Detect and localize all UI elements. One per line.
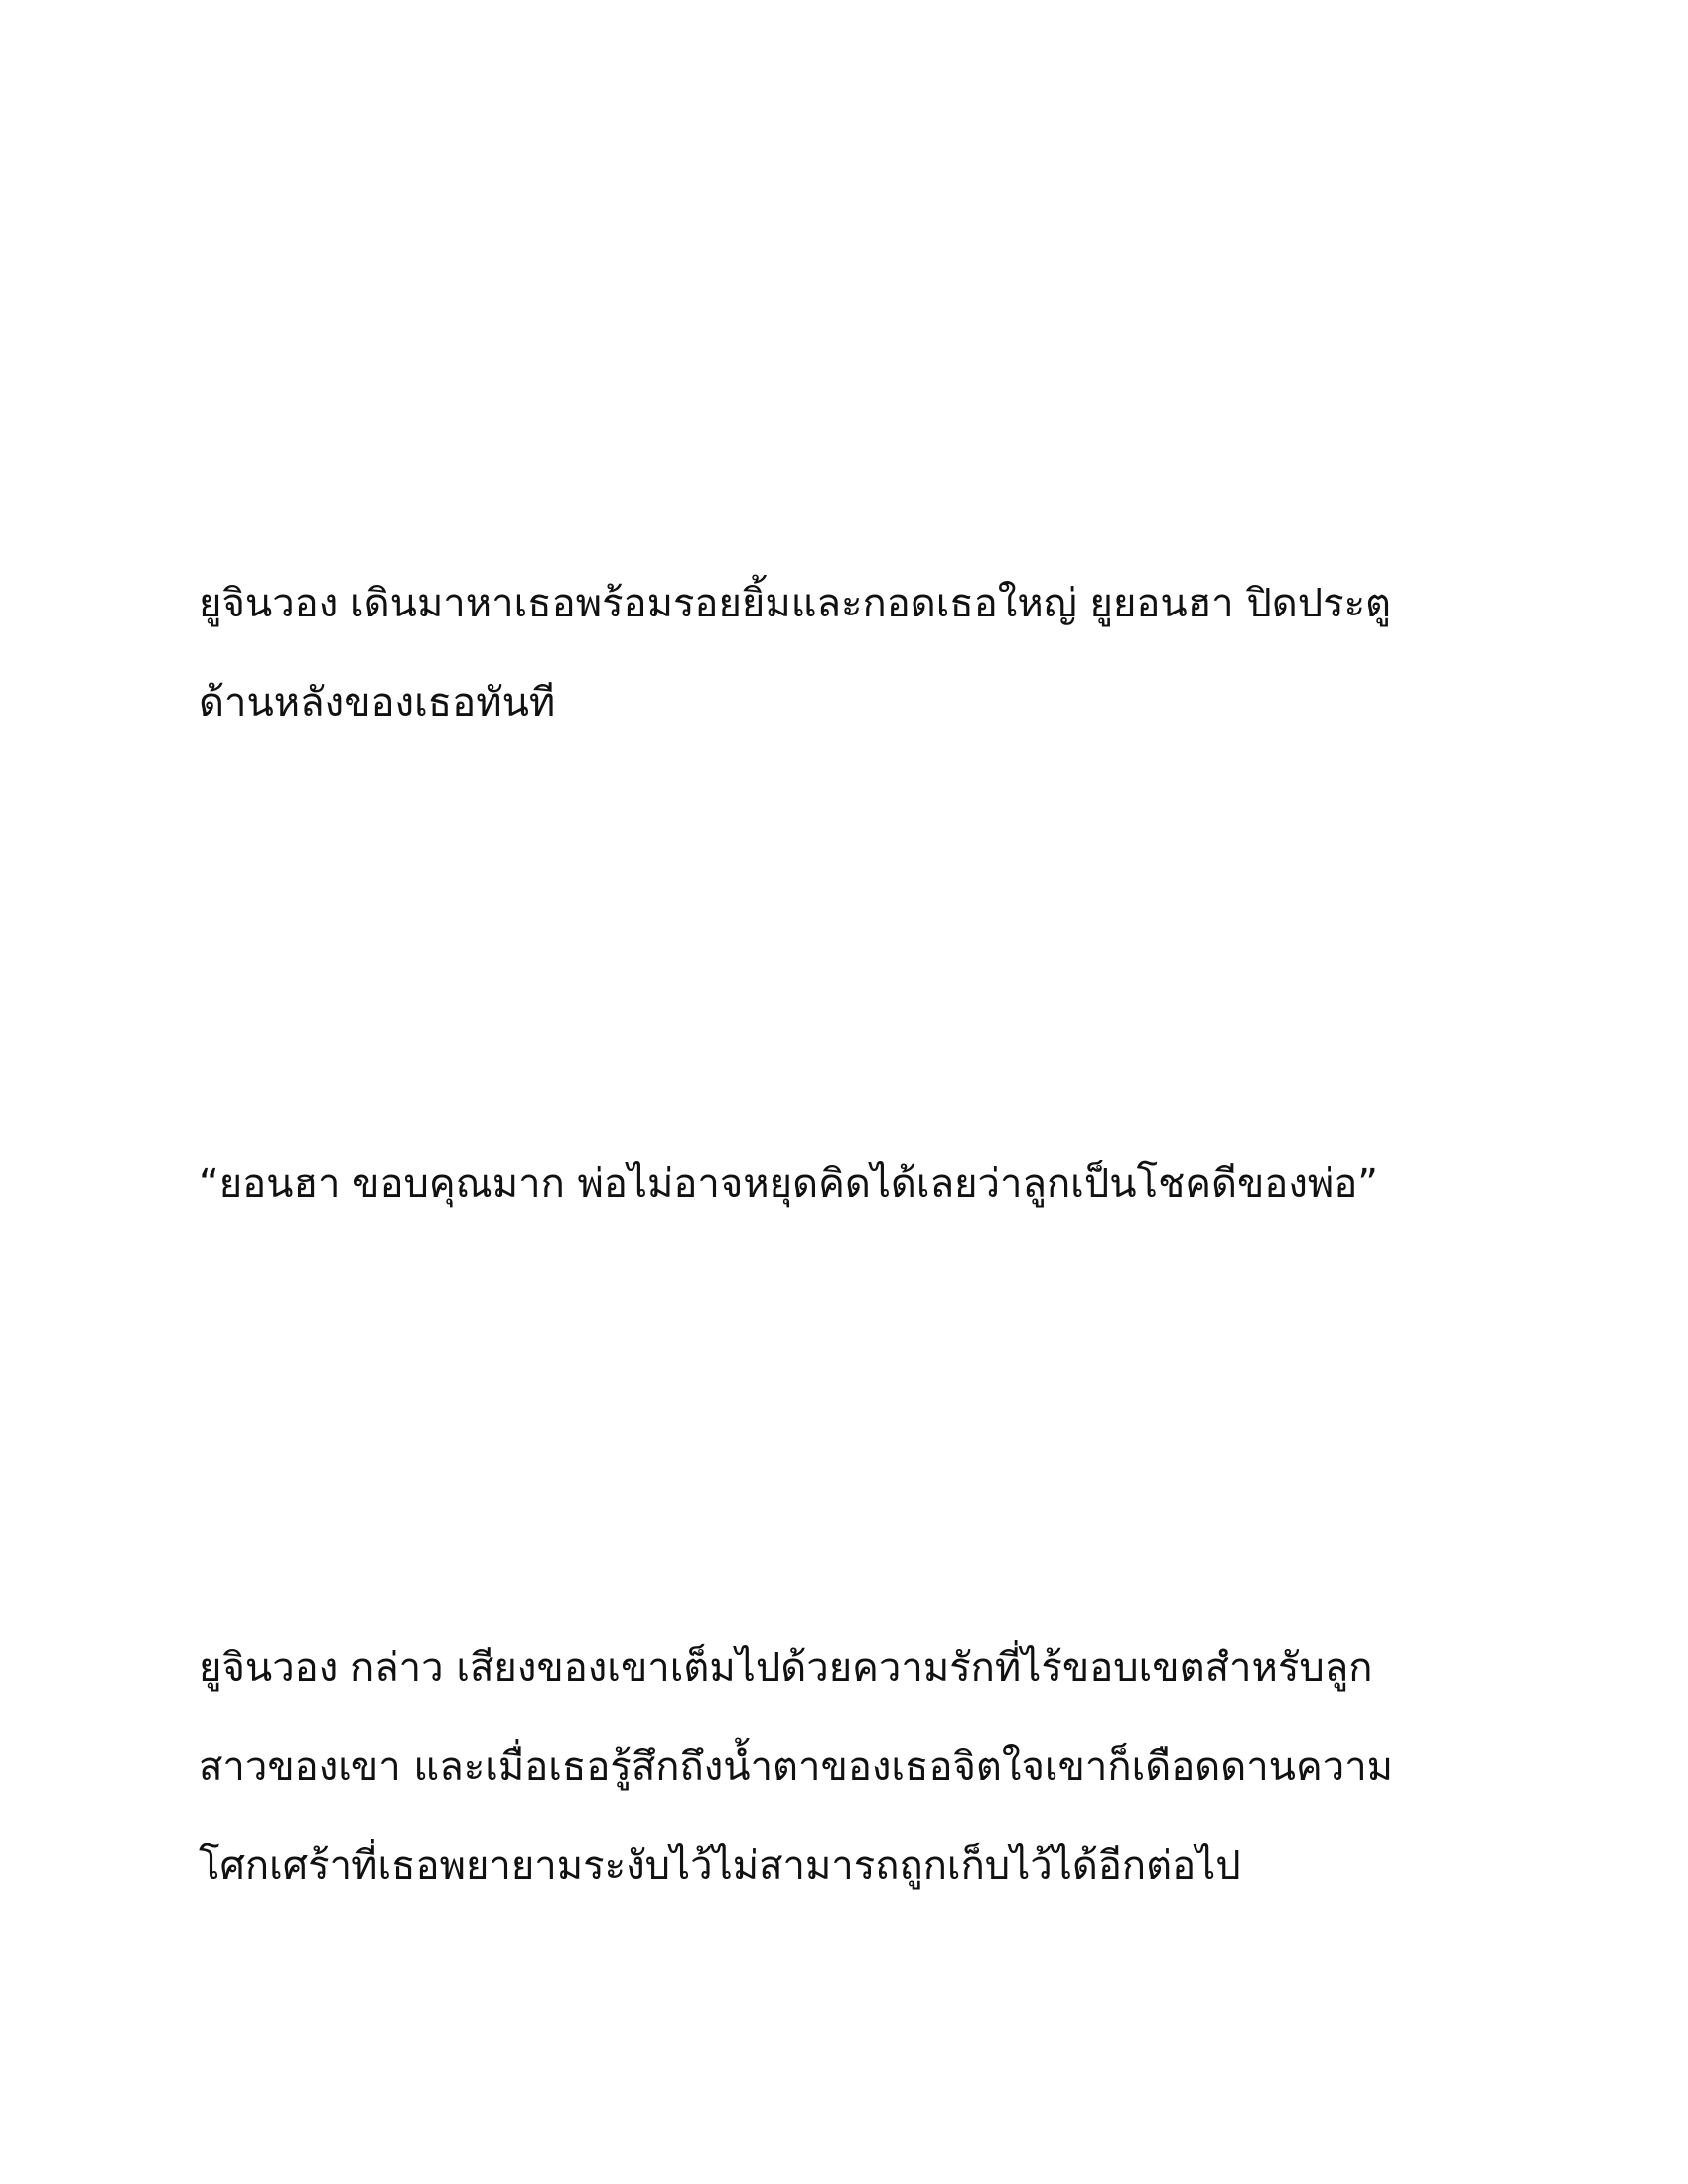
paragraph-2-line-1: “ยอนฮา ขอบคุณมาก พ่อไม่อาจหยุดคิดได้เลยว่าลูกเป็นโชคดีของพ่อ” [199,1161,1378,1207]
paragraph-3-line-1: ยูจินวอง กล่าว เสียงของเขาเต็มไปด้วยความรักที่ไร้ขอบเขตสำหรับลูก [199,1645,1373,1691]
paragraph-3-line-3: โศกเศร้าที่เธอพยายามระงับไว้ไม่สามารถถูกเก็บไว้ได้อีกต่อไป [199,1843,1241,1889]
paragraph-1-line-1: ยูจินวอง เดินมาหาเธอพร้อมรอยยิ้มและกอดเธอใหญ่ ยูยอนฮา ปิดประตู [199,581,1392,626]
paragraph-1-line-2: ด้านหลังของเธอทันที [199,680,556,726]
paragraph-3-line-2: สาวของเขา และเมื่อเธอรู้สึกถึงน้ำตาของเธอจิตใจเขาก็เดือดดานความ [199,1744,1394,1790]
